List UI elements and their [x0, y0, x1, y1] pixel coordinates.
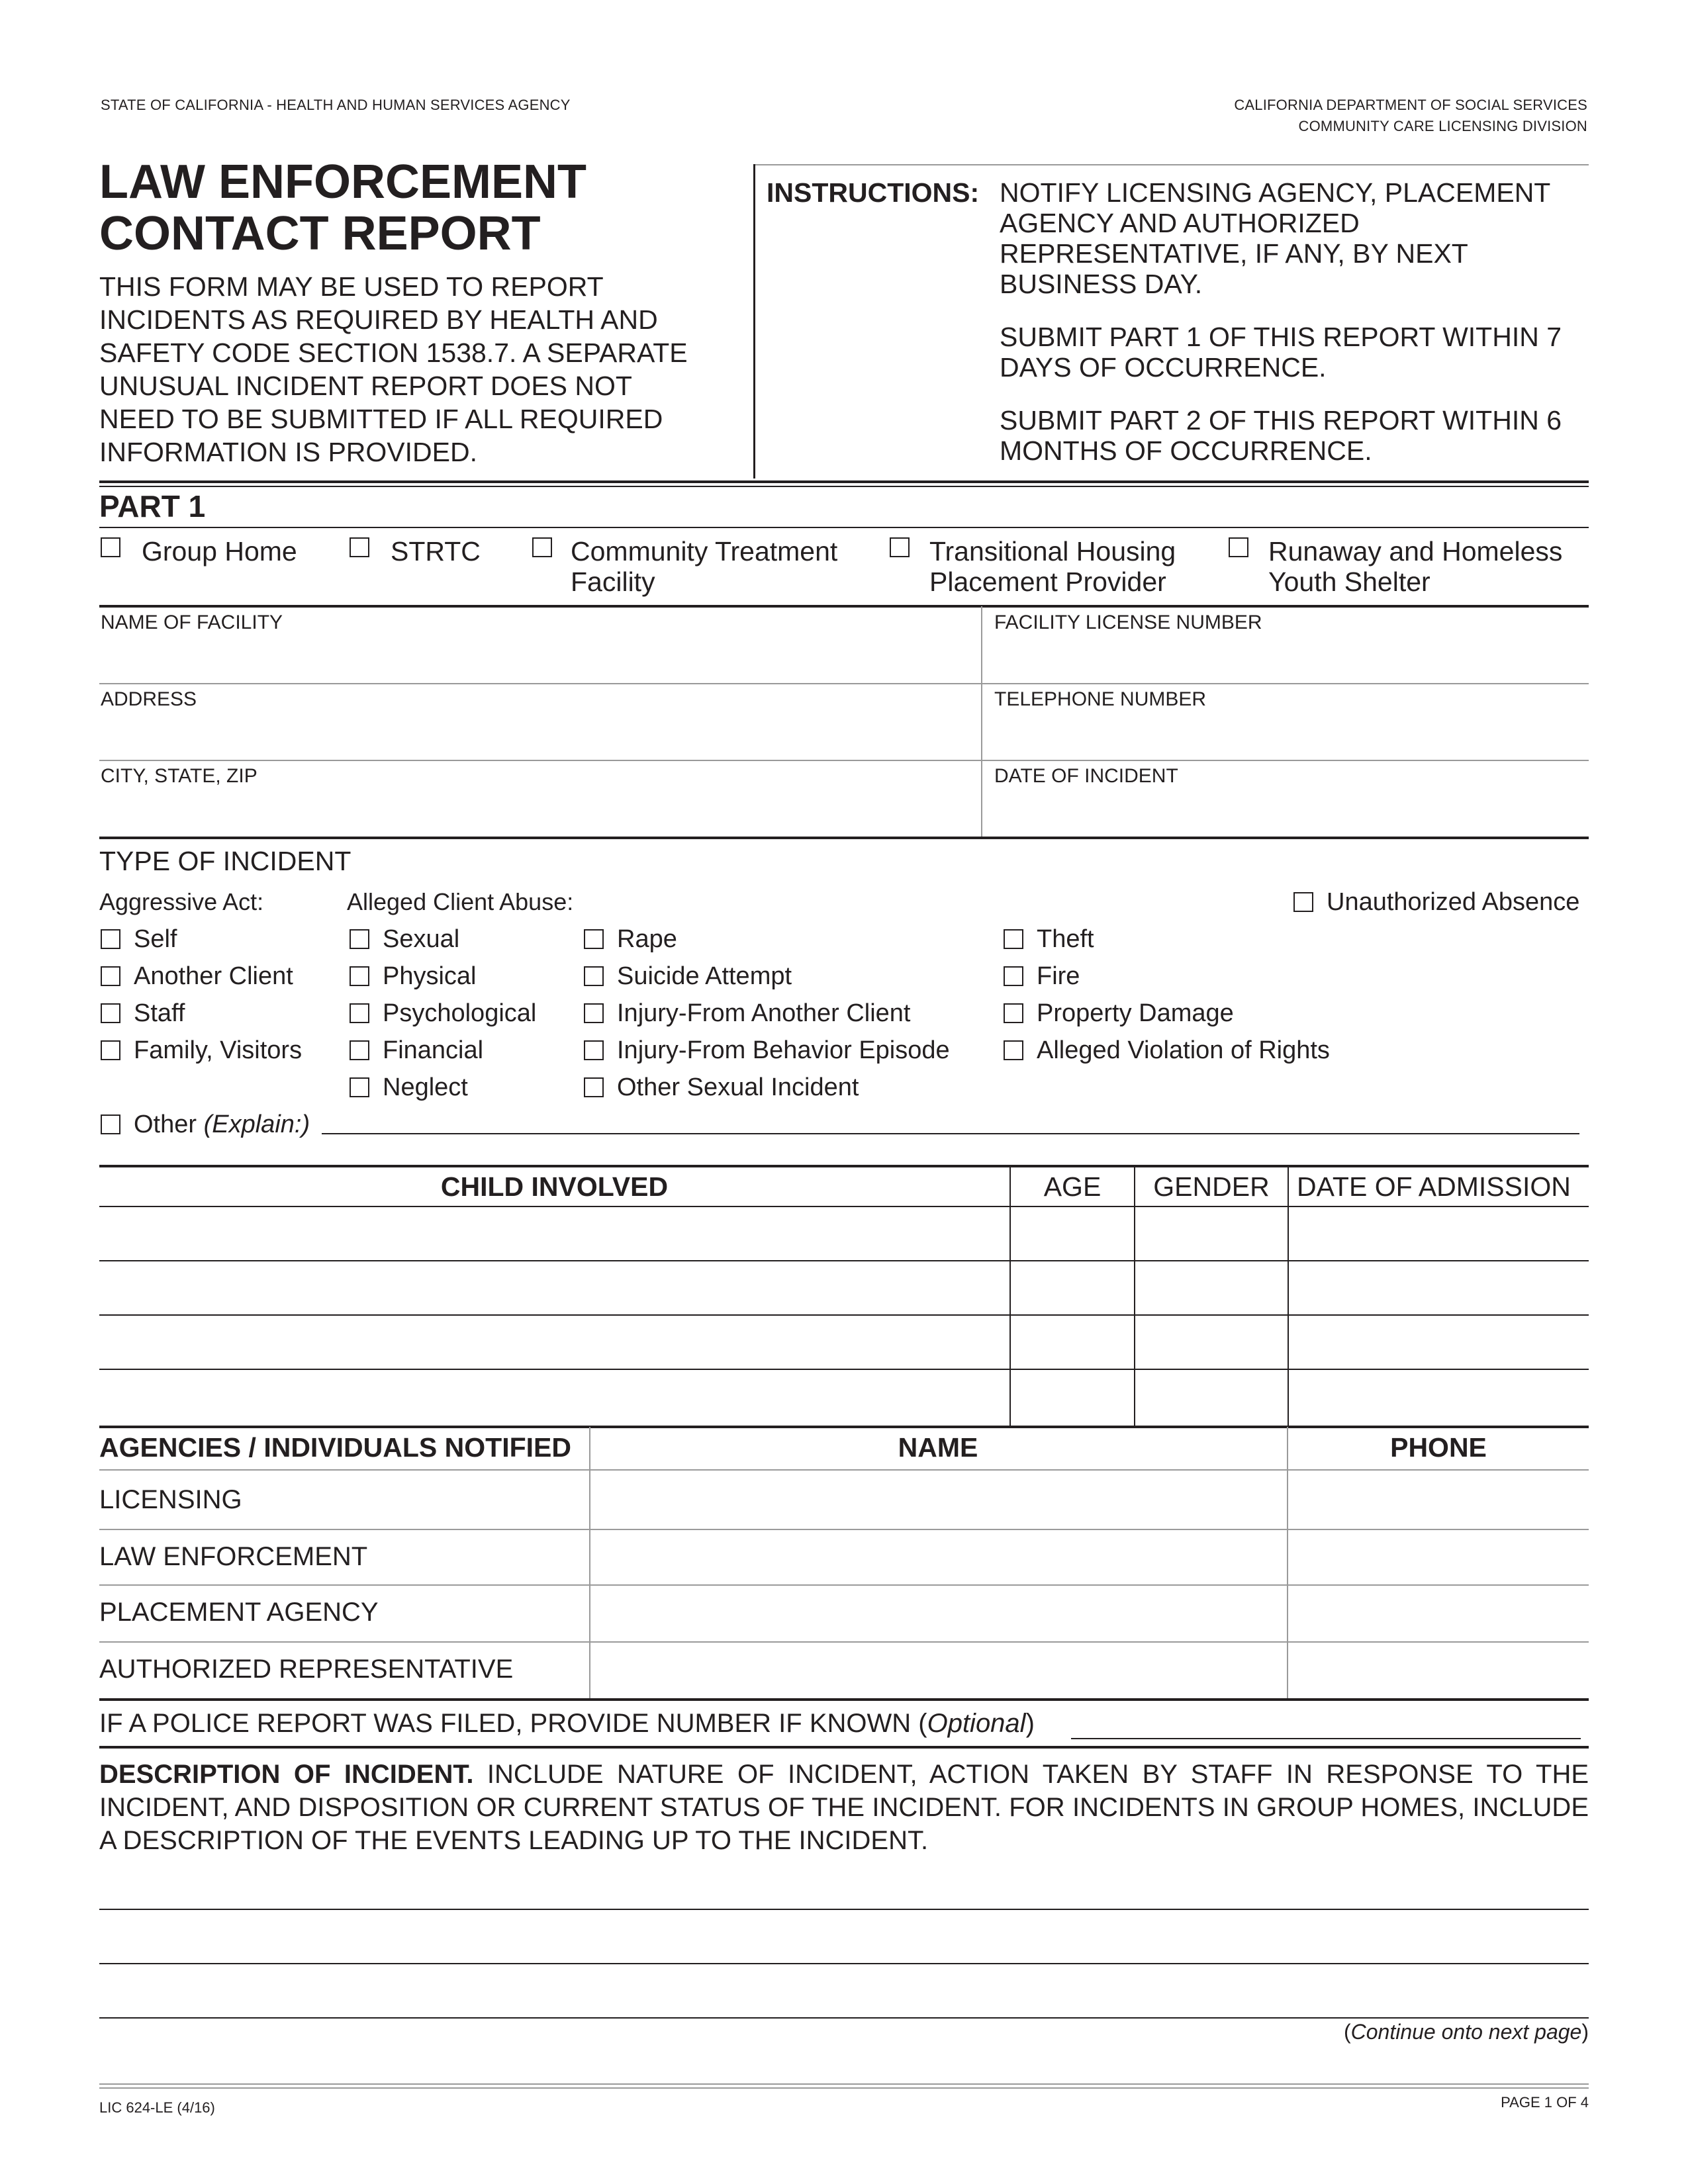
footer-rule: [99, 2083, 1589, 2085]
explain-text: (Explain:): [203, 1111, 310, 1138]
option-label: Rape: [617, 925, 677, 953]
incident-checkbox[interactable]: [1004, 1040, 1023, 1060]
child-involved-header: CHILD INVOLVED: [440, 1171, 669, 1202]
address-label: ADDRESS: [101, 688, 197, 710]
incident-checkbox[interactable]: [101, 1040, 120, 1060]
date-of-admission-header: DATE OF ADMISSION: [1297, 1171, 1571, 1202]
intro-line: UNUSUAL INCIDENT REPORT DOES NOT: [99, 371, 632, 401]
telephone-field[interactable]: [986, 712, 1585, 758]
incident-checkbox[interactable]: [101, 929, 120, 949]
type-of-incident-heading: TYPE OF INCIDENT: [99, 846, 352, 876]
other-label: [134, 1111, 310, 1139]
agency-row-label: LAW ENFORCEMENT: [99, 1542, 368, 1571]
agencies-row-rule: [99, 1529, 1589, 1530]
facility-type-text: Transitional Housing: [929, 536, 1176, 567]
option-label: Self: [134, 925, 177, 953]
strtc-label: [391, 536, 481, 567]
intro-line: THIS FORM MAY BE USED TO REPORT: [99, 271, 604, 302]
incident-checkbox[interactable]: [584, 1077, 604, 1097]
facility-type-text: STRTC: [391, 536, 481, 567]
police-report-text: IF A POLICE REPORT WAS FILED, PROVIDE NUMBER IF KNOWN (: [99, 1709, 927, 1738]
part1-heading-rule: [99, 527, 1589, 528]
child-table-col-rule: [1288, 1166, 1289, 1426]
incident-checkbox[interactable]: [350, 1003, 369, 1023]
field-row-rule: [99, 683, 1589, 684]
instructions-label: INSTRUCTIONS:: [767, 177, 980, 208]
option-label: Neglect: [383, 1073, 468, 1101]
group-home-checkbox[interactable]: [101, 537, 120, 557]
agencies-row-rule: [99, 1641, 1589, 1643]
page-title: [99, 156, 586, 259]
facility-type-text: Runaway and Homeless: [1268, 536, 1563, 567]
name-of-facility-field[interactable]: [99, 635, 976, 682]
incident-checkbox[interactable]: [1004, 929, 1023, 949]
community-treatment-label: [571, 536, 837, 597]
city-state-zip-field[interactable]: [99, 789, 976, 835]
child-row-2[interactable]: [99, 1261, 1009, 1316]
instruction-line: DAYS OF OCCURRENCE.: [1000, 352, 1327, 383]
field-row-rule: [99, 760, 1589, 761]
strtc-checkbox[interactable]: [350, 537, 369, 557]
continue-open: (: [1343, 2020, 1351, 2044]
option-label: Physical: [383, 962, 477, 990]
facility-type-text: Youth Shelter: [1268, 567, 1430, 597]
agency-header: STATE OF CALIFORNIA - HEALTH AND HUMAN SERVICES AGENCY: [101, 97, 571, 113]
city-state-zip-label: CITY, STATE, ZIP: [101, 765, 258, 787]
option-label: Suicide Attempt: [617, 962, 792, 990]
incident-checkbox[interactable]: [584, 1003, 604, 1023]
facility-license-label: FACILITY LICENSE NUMBER: [994, 612, 1262, 633]
incident-checkbox[interactable]: [584, 966, 604, 986]
agency-row-label: AUTHORIZED REPRESENTATIVE: [99, 1655, 514, 1684]
incident-checkbox[interactable]: [584, 929, 604, 949]
facility-grid-divider: [981, 606, 982, 839]
gender-header: GENDER: [1153, 1171, 1270, 1202]
option-label: Theft: [1037, 925, 1094, 953]
footer-rule-2: [99, 2087, 1589, 2089]
intro-line: INFORMATION IS PROVIDED.: [99, 437, 477, 467]
telephone-label: TELEPHONE NUMBER: [994, 688, 1207, 710]
agency-row-label: LICENSING: [99, 1485, 242, 1514]
police-report-label: [99, 1709, 1035, 1739]
option-label: Staff: [134, 999, 185, 1027]
incident-checkbox[interactable]: [1004, 1003, 1023, 1023]
option-label: Property Damage: [1037, 999, 1234, 1027]
intro-line: SAFETY CODE SECTION 1538.7. A SEPARATE: [99, 338, 688, 368]
division-line: COMMUNITY CARE LICENSING DIVISION: [1298, 118, 1587, 134]
incident-checkbox[interactable]: [350, 1040, 369, 1060]
runaway-shelter-label: [1268, 536, 1562, 597]
police-report-number-field[interactable]: [1071, 1738, 1581, 1739]
instruction-line: REPRESENTATIVE, IF ANY, BY NEXT: [1000, 238, 1468, 269]
option-label: Injury-From Another Client: [617, 999, 911, 1027]
group-home-label: [142, 536, 297, 567]
other-explain-field[interactable]: [322, 1133, 1579, 1134]
option-label: Psychological: [383, 999, 537, 1027]
description-heading: DESCRIPTION OF INCIDENT.: [99, 1760, 474, 1789]
intro-line: INCIDENTS AS REQUIRED BY HEALTH AND: [99, 304, 658, 335]
child-row-3[interactable]: [99, 1316, 1009, 1370]
facility-grid-top-rule: [99, 605, 1589, 608]
option-label: Family, Visitors: [134, 1036, 303, 1064]
part1-top-rule-2: [99, 486, 1589, 487]
name-of-facility-label: NAME OF FACILITY: [101, 612, 283, 633]
address-field[interactable]: [99, 712, 976, 758]
aggressive-act-label: Aggressive Act:: [99, 888, 264, 915]
agencies-row-rule: [99, 1469, 1589, 1471]
department-line: CALIFORNIA DEPARTMENT OF SOCIAL SERVICES: [1234, 97, 1587, 113]
option-label: Injury-From Behavior Episode: [617, 1036, 950, 1064]
instruction-line: SUBMIT PART 1 OF THIS REPORT WITHIN 7: [1000, 322, 1562, 352]
instruction-line: SUBMIT PART 2 OF THIS REPORT WITHIN 6: [1000, 405, 1562, 435]
incident-checkbox[interactable]: [584, 1040, 604, 1060]
incident-checkbox[interactable]: [101, 966, 120, 986]
agencies-col-rule: [589, 1427, 590, 1700]
alleged-client-abuse-label: Alleged Client Abuse:: [347, 888, 574, 915]
child-table-col-rule: [1134, 1166, 1135, 1426]
facility-grid-bottom-rule: [99, 837, 1589, 839]
child-table-top-rule: [99, 1165, 1589, 1167]
runaway-shelter-checkbox[interactable]: [1229, 537, 1248, 557]
continue-close: ): [1581, 2020, 1589, 2044]
name-header: NAME: [898, 1432, 978, 1463]
option-label: Financial: [383, 1036, 484, 1064]
incident-checkbox[interactable]: [350, 929, 369, 949]
agencies-col-rule: [1287, 1427, 1288, 1700]
title-line-2: CONTACT REPORT: [99, 207, 541, 260]
option-label: Unauthorized Absence: [1327, 888, 1580, 916]
transitional-housing-checkbox[interactable]: [890, 537, 910, 557]
instructions-text: [1000, 177, 1589, 466]
intro-text: [99, 270, 722, 469]
agencies-table-bottom-rule: [99, 1698, 1589, 1701]
description-line[interactable]: [99, 2017, 1589, 2019]
instruction-line: AGENCY AND AUTHORIZED: [1000, 208, 1360, 238]
child-row-4[interactable]: [99, 1370, 1009, 1424]
title-line-1: LAW ENFORCEMENT: [99, 156, 586, 208]
instructions-divider: [753, 164, 755, 478]
age-header: AGE: [1043, 1171, 1102, 1202]
facility-type-text: Facility: [571, 567, 655, 597]
description-line[interactable]: [99, 1909, 1589, 1910]
option-label: Fire: [1037, 962, 1080, 990]
incident-checkbox[interactable]: [101, 1003, 120, 1023]
part1-top-rule: [99, 480, 1589, 483]
incident-checkbox[interactable]: [1004, 966, 1023, 986]
instruction-line: NOTIFY LICENSING AGENCY, PLACEMENT: [1000, 177, 1551, 208]
option-label: Another Client: [134, 962, 293, 990]
agency-row-label: PLACEMENT AGENCY: [99, 1598, 379, 1627]
intro-line: NEED TO BE SUBMITTED IF ALL REQUIRED: [99, 404, 663, 434]
page-number: PAGE 1 OF 4: [1501, 2094, 1589, 2111]
unauthorized-absence-checkbox[interactable]: [1293, 892, 1313, 912]
police-report-close: ): [1025, 1709, 1035, 1738]
incident-checkbox[interactable]: [350, 1077, 369, 1097]
continue-text: Continue onto next page: [1350, 2020, 1582, 2044]
other-text: Other: [134, 1111, 197, 1138]
instruction-line: MONTHS OF OCCURRENCE.: [1000, 435, 1372, 466]
date-of-incident-field[interactable]: [986, 789, 1585, 835]
optional-text: Optional: [927, 1709, 1026, 1738]
agencies-table-top-rule: [99, 1426, 1589, 1428]
description-line[interactable]: [99, 1963, 1589, 1964]
facility-type-text: Placement Provider: [929, 567, 1166, 597]
incident-checkbox[interactable]: [350, 966, 369, 986]
instruction-line: BUSINESS DAY.: [1000, 269, 1203, 299]
description-top-rule: [99, 1746, 1589, 1749]
facility-type-text: Community Treatment: [571, 536, 838, 567]
option-label: Alleged Violation of Rights: [1037, 1036, 1330, 1064]
phone-header: PHONE: [1390, 1432, 1487, 1463]
part1-heading: PART 1: [99, 489, 206, 523]
instructions-top-rule: [755, 164, 1589, 165]
child-row-1[interactable]: [99, 1207, 1009, 1261]
description-instructions: [99, 1758, 1589, 1857]
agencies-header: AGENCIES / INDIVIDUALS NOTIFIED: [99, 1432, 571, 1463]
facility-license-field[interactable]: [986, 635, 1585, 682]
facility-type-text: Group Home: [142, 536, 297, 567]
option-label: Sexual: [383, 925, 460, 953]
continue-note: [1344, 2020, 1589, 2044]
child-table-col-rule: [1009, 1166, 1011, 1426]
form-id: LIC 624-LE (4/16): [99, 2099, 215, 2116]
other-checkbox[interactable]: [101, 1115, 120, 1134]
option-label: Other Sexual Incident: [617, 1073, 859, 1101]
transitional-housing-label: [929, 536, 1176, 597]
description-text: INCLUDE NATURE OF INCIDENT, ACTION TAKEN BY STAFF IN RESPONSE TO THE INCIDENT, AND DISPOSITION OR CURRENT STATUS OF THE INCIDENT. FOR INCIDENTS IN GROUP HOMES, INCLUDE A DESCRIPTION OF THE EVENTS LEADING UP TO THE INCIDENT.: [99, 1760, 1589, 1855]
date-of-incident-label: DATE OF INCIDENT: [994, 765, 1178, 787]
agencies-row-rule: [99, 1584, 1589, 1586]
department-header: [1234, 97, 1587, 135]
community-treatment-checkbox[interactable]: [532, 537, 552, 557]
